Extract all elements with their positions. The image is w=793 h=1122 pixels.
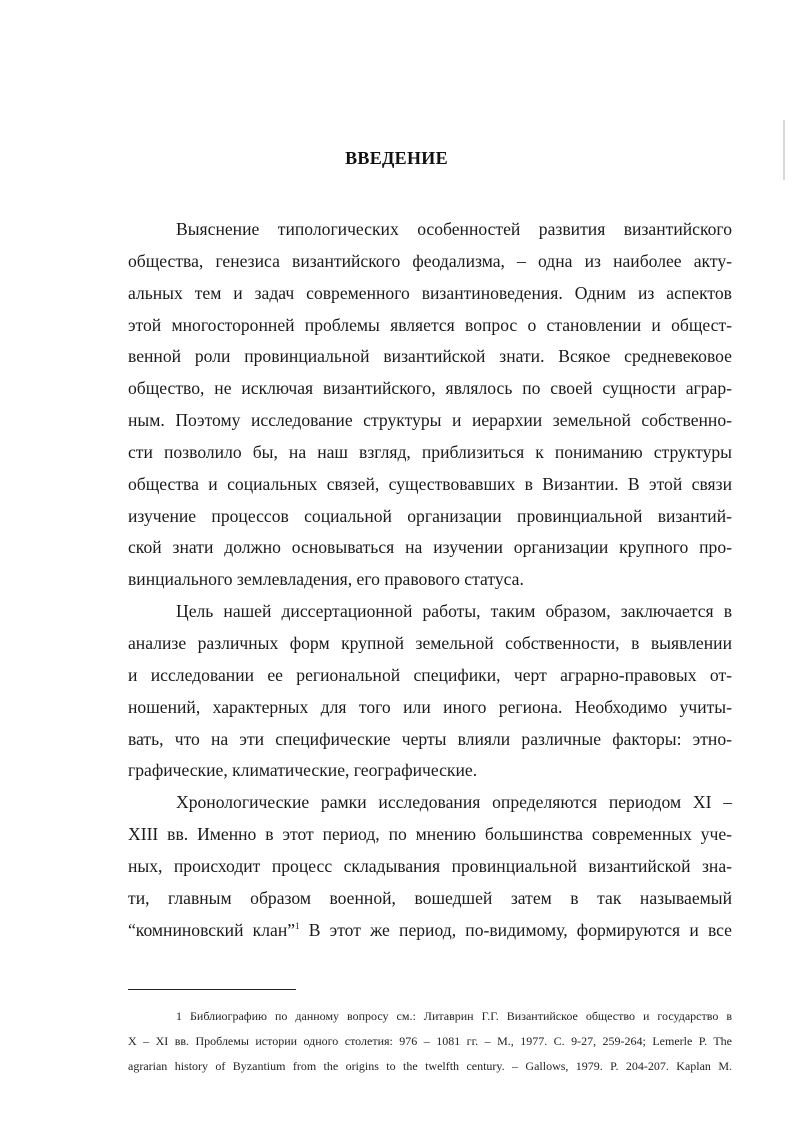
text-line: этой многосторонней проблемы является вопрос о становлении и общест-: [128, 314, 732, 335]
text-line: ным. Поэтому исследование структуры и иерархии земельной собственно-: [128, 410, 732, 431]
page-title: ВВЕДЕНИЕ: [345, 148, 448, 168]
footnote-line: X – XI вв. Проблемы истории одного столетия: 976 – 1081 гг. – М., 1977. С. 9-27, 259-264; Lemerle P. The: [128, 1034, 732, 1048]
text-line: Выяснение типологических особенностей развития византийского: [176, 219, 732, 239]
text-line: XIII вв. Именно в этот период, по мнению большинства современных уче-: [128, 824, 732, 845]
text-line: ской знати должно основываться на изучении организации крупного про-: [128, 537, 732, 558]
footnote-line: agrarian history of Byzantium from the origins to the twelfth century. – Gallows, 1979. P. 204-207. Kaplan M.: [128, 1059, 732, 1073]
body-text: [128, 214, 732, 946]
text-line: анализе различных форм крупной земельной собственности, в выявлении: [128, 632, 732, 653]
text-line: общества, генезиса византийского феодализма, – одна из наиболее акту-: [128, 250, 732, 271]
text-line: сти позволило бы, на наш взгляд, приблизиться к пониманию структуры: [128, 441, 732, 462]
footnote-divider: [128, 989, 296, 990]
text-line: ных, происходит процесс складывания провинциальной византийской зна-: [128, 855, 732, 876]
text-fragment: В этот же период, по-видимому, формируются и все: [308, 919, 732, 940]
footnote-line: 1 Библиографию по данному вопросу см.: Литаврин Г.Г. Византийское общество и государство в: [176, 1009, 732, 1023]
text-line: вать, что на эти специфические черты влияли различные факторы: этно-: [128, 728, 732, 749]
text-line: и исследовании ее региональной специфики, черт аграрно-правовых от-: [128, 664, 732, 685]
footnote-reference[interactable]: 1: [295, 920, 300, 931]
text-line: ти, главным образом военной, вошедшей затем в так называемый: [128, 887, 732, 908]
text-line: общество, не исключая византийского, являлось по своей сущности аграр-: [128, 378, 732, 399]
text-fragment: “комниновский клан”: [128, 919, 296, 940]
text-line: Хронологические рамки исследования определяются периодом XI –: [176, 792, 732, 813]
text-line: винциального землевладения, его правового статуса.: [128, 569, 524, 590]
footnotes: [128, 1004, 732, 1079]
text-line: изучение процессов социальной организации провинциальной византий-: [128, 505, 732, 526]
text-line-with-footnote: [128, 915, 732, 947]
text-line: Цель нашей диссертационной работы, таким образом, заключается в: [176, 601, 732, 622]
text-line: графические, климатические, географические.: [128, 760, 478, 781]
text-line: альных тем и задач современного византиноведения. Одним из аспектов: [128, 282, 732, 303]
text-line: венной роли провинциальной византийской знати. Всякое средневековое: [128, 346, 732, 367]
text-line: общества и социальных связей, существовавших в Византии. В этой связи: [128, 473, 732, 494]
text-line: ношений, характерных для того или иного региона. Необходимо учиты-: [128, 696, 732, 717]
